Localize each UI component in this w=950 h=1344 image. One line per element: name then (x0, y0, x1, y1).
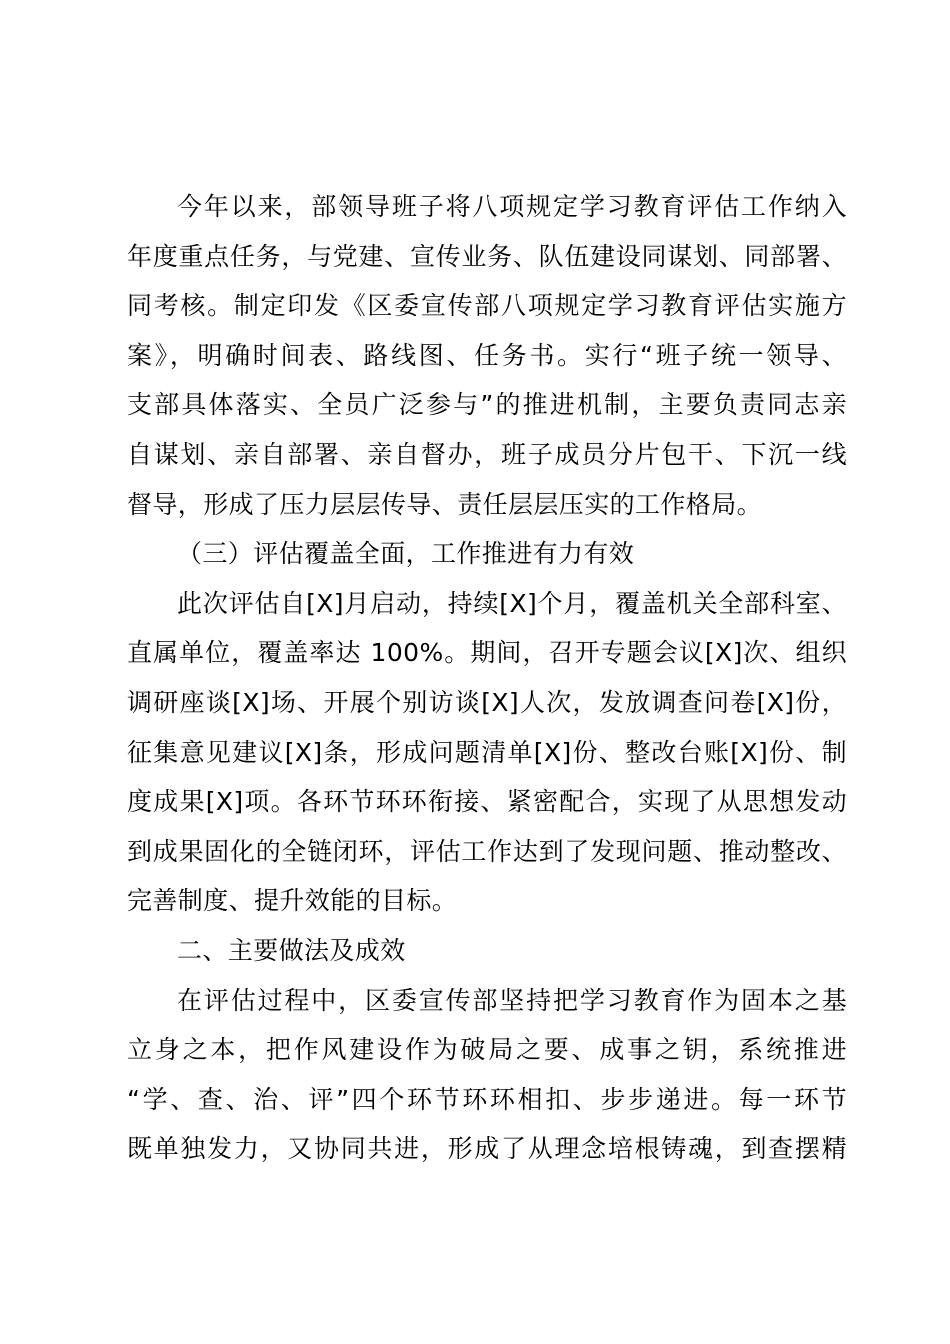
paragraph-line: 征集意见建议[X]条，形成问题清单[X]份、整改台账[X]份、制 (127, 737, 847, 767)
paragraph-line: 此次评估自[X]月启动，持续[X]个月，覆盖机关全部科室、 (177, 588, 847, 618)
paragraph-line: 自谋划、亲自部署、亲自督办，班子成员分片包干、下沉一线 (127, 439, 847, 469)
paragraph-line: 到成果固化的全链闭环，评估工作达到了发现问题、推动整改、 (127, 836, 847, 866)
paragraph-line: 立身之本，把作风建设作为破局之要、成事之钥，系统推进 (127, 1035, 847, 1065)
paragraph-line: 度成果[X]项。各环节环环衔接、紧密配合，实现了从思想发动 (127, 787, 847, 817)
body-text (127, 182, 847, 1174)
paragraph-line: 完善制度、提升效能的目标。 (127, 886, 458, 916)
paragraph-line: “学、查、治、评”四个环节环环相扣、步步递进。每一环节 (127, 1084, 847, 1114)
paragraph-line: 同考核。制定印发《区委宣传部八项规定学习教育评估实施方 (127, 291, 847, 321)
paragraph-line: 支部具体落实、全员广泛参与”的推进机制，主要负责同志亲 (127, 390, 847, 420)
section-heading: （三）评估覆盖全面，工作推进有力有效 (177, 539, 635, 569)
paragraph-line: 既单独发力，又协同共进，形成了从理念培根铸魂，到查摆精 (127, 1134, 847, 1164)
paragraph-line: 在评估过程中，区委宣传部坚持把学习教育作为固本之基 (177, 985, 847, 1015)
chapter-heading: 二、主要做法及成效 (177, 935, 406, 965)
paragraph-line: 调研座谈[X]场、开展个别访谈[X]人次，发放调查问卷[X]份， (127, 687, 847, 717)
paragraph-line: 今年以来，部领导班子将八项规定学习教育评估工作纳入 (177, 192, 847, 221)
paragraph-line: 案》，明确时间表、路线图、任务书。实行“班子统一领导、 (127, 340, 847, 370)
paragraph-line: 年度重点任务，与党建、宣传业务、队伍建设同谋划、同部署、 (127, 241, 847, 271)
paragraph-line: 直属单位，覆盖率达 100%。期间，召开专题会议[X]次、组织 (127, 638, 847, 668)
paragraph-line: 督导，形成了压力层层传导、责任层层压实的工作格局。 (127, 489, 763, 519)
